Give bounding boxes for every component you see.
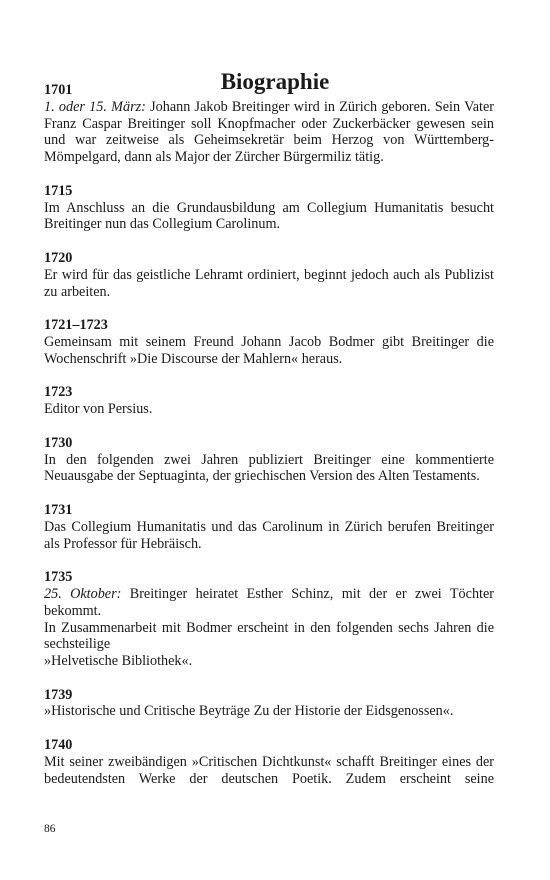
chronology-entry	[44, 183, 494, 233]
entry-body: Breitinger heiratet Esther Schinz, mit der er zwei Töchter bekommt.	[44, 585, 494, 619]
entry-body: Im Anschluss an die Grundausbildung am Collegium Humanitatis besucht Breitinger nun das Collegium Carolinum.	[44, 199, 494, 233]
entry-date-lead: 1. oder 15. März:	[44, 98, 146, 115]
entry-body: In den folgenden zwei Jahren publiziert Breitinger eine kommentierte Neuausgabe der Septuaginta, der griechischen Version des Alten Testaments.	[44, 451, 494, 485]
chronology-entry	[44, 737, 494, 787]
entry-year: 1735	[44, 569, 73, 586]
chronology-entry	[44, 317, 494, 367]
entry-body: Er wird für das geistliche Lehramt ordiniert, beginnt jedoch auch als Publizist zu arbeiten.	[44, 266, 494, 300]
entry-text	[44, 620, 494, 654]
entry-body: Das Collegium Humanitatis und das Carolinum in Zürich berufen Breitinger als Professor für Hebräisch.	[44, 518, 494, 552]
entry-text	[44, 267, 494, 301]
entry-text	[44, 200, 494, 234]
chronology-entry	[44, 82, 494, 166]
chronology-entry	[44, 435, 494, 485]
chronology-entry	[44, 250, 494, 300]
entry-year: 1701	[44, 82, 73, 98]
entry-year: 1723	[44, 384, 73, 401]
page-title: Biographie	[220, 69, 330, 95]
entry-year: 1731	[44, 501, 73, 518]
entry-year: 1720	[44, 249, 73, 266]
entry-date-lead: 25. Oktober:	[44, 585, 122, 602]
entry-year: 1730	[44, 434, 73, 451]
chronology-entry	[44, 384, 494, 418]
entry-year: 1739	[44, 686, 73, 703]
entry-text	[44, 401, 494, 418]
entry-body: Editor von Persius.	[44, 401, 153, 418]
chronology-entry	[44, 687, 494, 721]
entry-body: In Zusammenarbeit mit Bodmer erscheint in den folgenden sechs Jahren die sechsteilige	[44, 619, 494, 653]
entry-text	[44, 586, 494, 620]
entry-body: »Helvetische Bibliothek«.	[44, 653, 193, 670]
biography-text	[44, 82, 494, 804]
entry-text	[44, 653, 494, 670]
entry-year: 1715	[44, 182, 73, 199]
entry-text	[44, 452, 494, 486]
entry-text	[44, 703, 494, 720]
entry-text	[44, 334, 494, 368]
entry-year: 1740	[44, 737, 73, 754]
chronology-entry	[44, 569, 494, 670]
entry-body: Gemeinsam mit seinem Freund Johann Jacob Bodmer gibt Breitinger die Wochenschrift »Die Discourse der Mahlern« heraus.	[44, 333, 494, 367]
entry-body: Johann Jakob Breitinger wird in Zürich geboren. Sein Vater Franz Caspar Breitinger soll Knopfmacher oder Zuckerbäcker gewesen sein und war zeitweise als Geheimsekretär beim Herzog von Württemberg-Mömpelgard, dann als Major der Zürcher Bürgermiliz tätig.	[44, 98, 494, 166]
entry-text	[44, 99, 494, 166]
entry-body: Mit seiner zweibändigen »Critischen Dichtkunst« schafft Breitinger eines der bedeutendsten Werke der deutschen Poetik. Zudem erscheint seine	[44, 753, 494, 787]
entry-text	[44, 754, 494, 788]
entry-year: 1721–1723	[44, 317, 108, 334]
entry-body: »Historische und Critische Beyträge Zu der Historie der Eidsgenossen«.	[44, 703, 454, 720]
chronology-entry	[44, 502, 494, 552]
entry-text	[44, 519, 494, 553]
page-number: 86	[44, 823, 56, 835]
